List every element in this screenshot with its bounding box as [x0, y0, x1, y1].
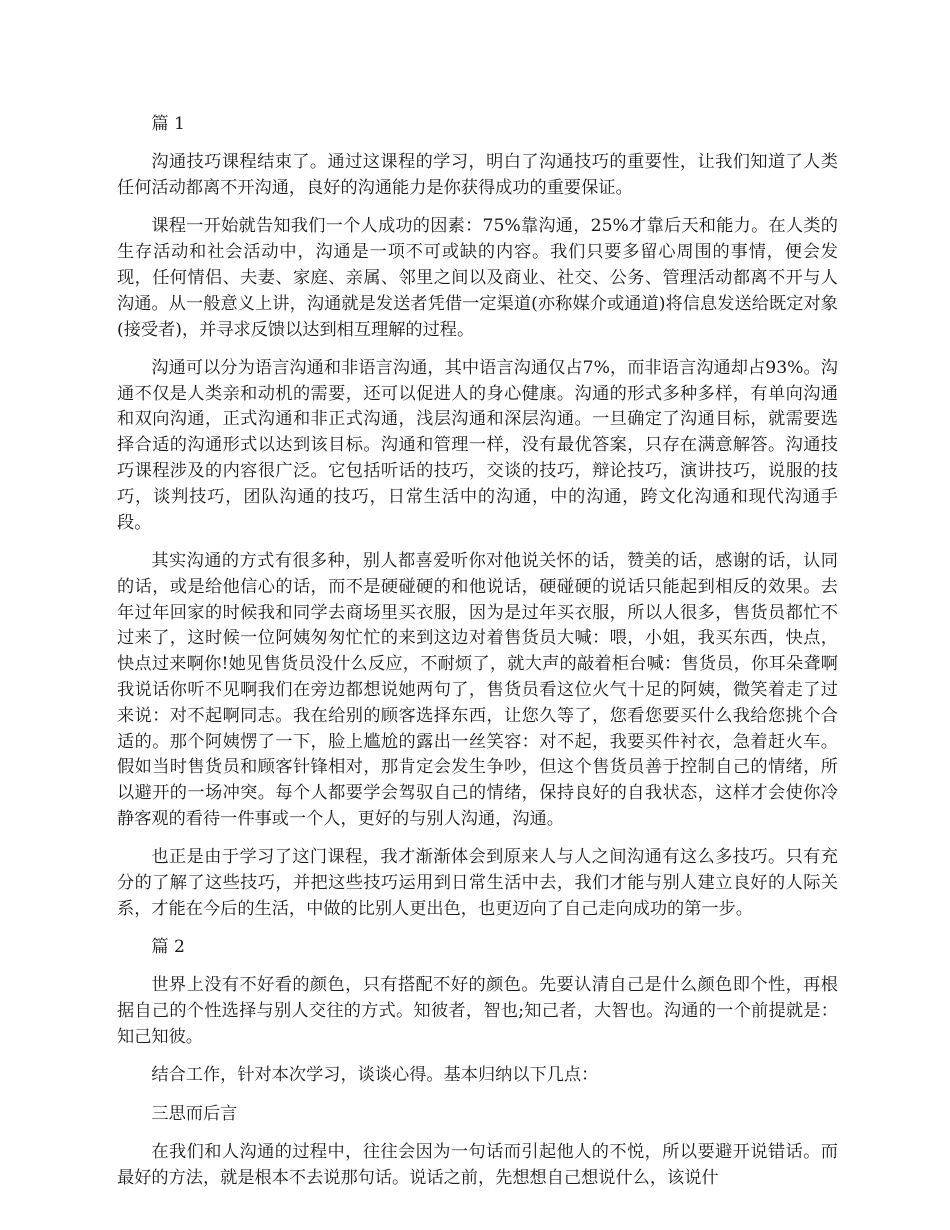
paragraph: 世界上没有不好看的颜色，只有搭配不好的颜色。先要认清自己是什么颜色即个性，再根据自己的个性选择与别人交往的方式。知彼者，智也;知己者，大智也。沟通的一个前提就是：知己知彼。	[117, 975, 838, 1047]
paragraph: 也正是由于学习了这门课程，我才渐渐体会到原来人与人之间沟通有这么多技巧。只有充分的了解了这些技巧，并把这些技巧运用到日常生活中去，我们才能与别人建立良好的人际关系，才能在今后的生活，中做的比别人更出色，也更迈向了自己走向成功的第一步。	[117, 847, 838, 919]
paragraph: 在我们和人沟通的过程中，往往会因为一句话而引起他人的不悦，所以要避开说错话。而最好的方法，就是根本不去说那句话。说话之前，先想想自己想说什么，该说什	[117, 1141, 838, 1188]
paragraph: 课程一开始就告知我们一个人成功的因素：75%靠沟通，25%才靠后天和能力。在人类的生存活动和社会活动中，沟通是一项不可或缺的内容。我们只要多留心周围的事情，便会发现，任何情侣、夫妻、家庭、亲属、邻里之间以及商业、社交、公务、管理活动都离不开与人沟通。从一般意义上讲，沟通就是发送者凭借一定渠道(亦称媒介或通道)将信息发送给既定对象(接受者)，并寻求反馈以达到相互理解的过程。	[117, 216, 838, 340]
section-heading: 篇 2	[151, 937, 185, 958]
paragraph: 沟通可以分为语言沟通和非语言沟通，其中语言沟通仅占7%，而非语言沟通却占93%。沟通不仅是人类亲和动机的需要，还可以促进人的身心健康。沟通的形式多种多样，有单向沟通和双向沟通，正式沟通和非正式沟通，浅层沟通和深层沟通。一旦确定了沟通目标，就需要选择合适的沟通形式以达到该目标。沟通和管理一样，没有最优答案，只存在满意解答。沟通技巧课程涉及的内容很广泛。它包括听话的技巧，交谈的技巧，辩论技巧，演讲技巧，说服的技巧，谈判技巧，团队沟通的技巧，日常生活中的沟通，中的沟通，跨文化沟通和现代沟通手段。	[117, 357, 838, 533]
paragraph: 其实沟通的方式有很多种，别人都喜爱听你对他说关怀的话，赞美的话，感谢的话，认同的话，或是给他信心的话，而不是硬碰硬的和他说话，硬碰硬的说话只能起到相反的效果。去年过年回家的时候我和同学去商场里买衣服，因为是过年买衣服，所以人很多，售货员都忙不过来了，这时候一位阿姨匆匆忙忙的来到这边对着售货员大喊：喂，小姐，我买东西，快点，快点过来啊你!她见售货员没什么反应，不耐烦了，就大声的敲着柜台喊：售货员，你耳朵聋啊我说话你听不见啊我们在旁边都想说她两句了，售货员看这位火气十足的阿姨，微笑着走了过来说：对不起啊同志。我在给别的顾客选择东西，让您久等了，您看您要买什么我给您挑个合适的。那个阿姨愣了一下，脸上尴尬的露出一丝笑容：对不起，我要买件衬衣，急着赶火车。假如当时售货员和顾客针锋相对，那肯定会发生争吵，但这个售货员善于控制自己的情绪，所以避开的一场冲突。每个人都要学会驾驭自己的情绪，保持良好的自我状态，这样才会使你冷静客观的看待一件事或一个人，更好的与别人沟通，沟通。	[117, 550, 838, 829]
paragraph: 结合工作，针对本次学习，谈谈心得。基本归纳以下几点：	[151, 1065, 599, 1086]
paragraph: 沟通技巧课程结束了。通过这课程的学习，明白了沟通技巧的重要性，让我们知道了人类任何活动都离不开沟通，良好的沟通能力是你获得成功的重要保证。	[117, 152, 838, 199]
subsection-heading: 三思而后言	[151, 1103, 238, 1124]
section-heading: 篇 1	[151, 114, 185, 134]
document-body	[117, 112, 838, 1204]
